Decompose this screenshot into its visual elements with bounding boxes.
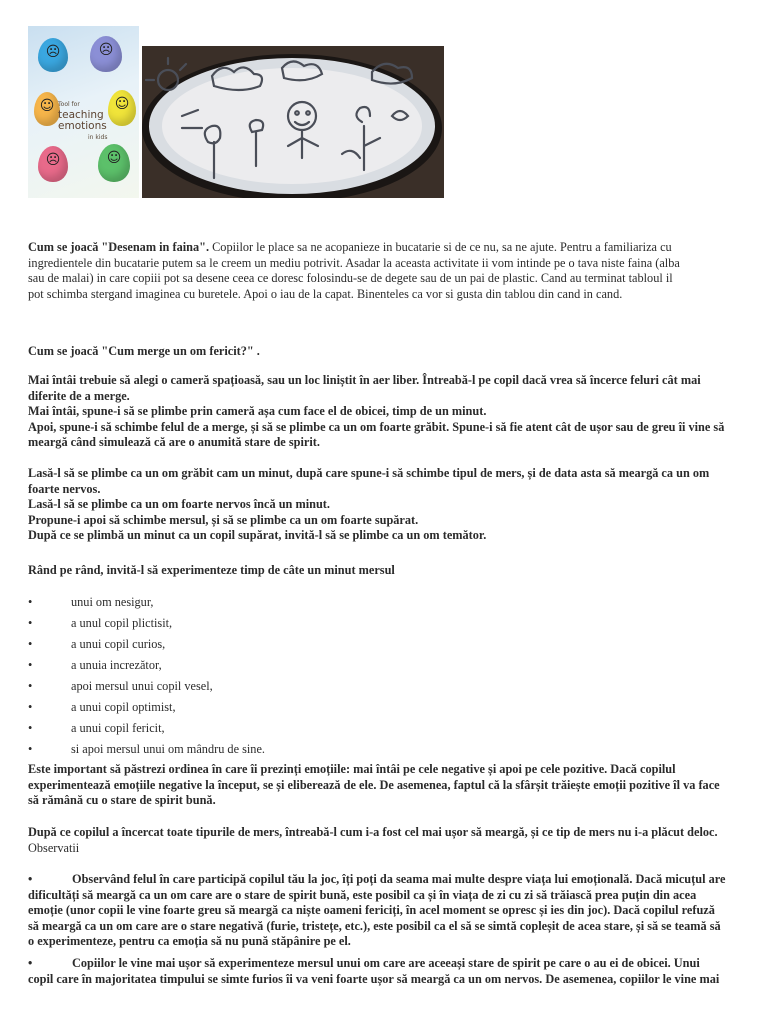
purple-egg: ☹: [90, 36, 122, 72]
obs1-line2: dificultăți să meargă ca un om care are o stare de spirit bună, este posibil ca și în viața de zi cu zi să trăiască prea puțin din acea: [28, 887, 697, 902]
section2-p4-line2: experimentează emoțiile negative la început, se și eliberează de ele. De asemenea, faptul că la sfârșit trăiește emoții pozitive îl va face: [28, 777, 720, 792]
green-egg: ☺: [98, 144, 130, 182]
section1-paragraph: [28, 240, 742, 302]
bullet-dot: •: [28, 956, 33, 970]
poster-caption: [58, 99, 118, 143]
section2-lead: Cum se joacă "Cum merge un om fericit?" .: [28, 344, 260, 358]
section2-p1-line3: Mai întâi, spune-i să se plimbe prin cameră așa cum face el de obicei, timp de un minut.: [28, 404, 487, 419]
section2-paragraph-5: [28, 825, 742, 856]
section2-paragraph-1: [28, 373, 742, 451]
caption-line-1: Tool for: [58, 101, 80, 108]
section1-line4: pot schimba stergand imaginea cu buretele. Apoi o iau de la capat. Binenteles ca vor si gusta din tablou din cand in cand.: [28, 286, 623, 301]
section2-paragraph-3: Rând pe rând, invită-l să experimenteze timp de câte un minut mersul: [28, 563, 395, 577]
list-item-text: unui om nesigur,: [71, 595, 154, 609]
obs1-line1: Observând felul în care participă copilul tău la joc, îți poți da seama mai multe despre viața lui emoțională. Dacă micuțul are: [72, 872, 726, 886]
flour-drawing-tray-image: [142, 46, 444, 198]
obs1-line4: să meargă ca un om care are o stare negativă (furie, tristețe, etc.), este posibil ca el să se simtă copleșit de acea stare, și să se teamă să: [28, 918, 721, 933]
bullet-dot: •: [28, 721, 33, 735]
section2-p1-line5: meargă când simulează că are o anumită stare de spirit.: [28, 435, 320, 450]
section2-p1-line1: Mai întâi trebuie să alegi o cameră spațioasă, sau un loc liniștit în aer liber. Întreabă-l pe copil dacă vrea să încerce feluri cât mai: [28, 373, 701, 387]
section2-p4-line3: să rămână cu o stare de spirit bună.: [28, 793, 216, 808]
section2-paragraph-2: [28, 466, 742, 544]
bullet-dot: •: [28, 595, 33, 609]
orange-egg: ☺: [34, 92, 60, 126]
section2-p1-line4: Apoi, spune-i să schimbe felul de a merge, și să se plimbe ca un om foarte grăbit. Spune-i să fie atent cât de ușor sau de greu îi vine să: [28, 419, 725, 434]
section1-line2: ingredientele din bucatarie putem sa le creem un mediu potrivit. Asadar la aceasta activitate ii vom intinde pe o tava niste faina (alba: [28, 255, 680, 270]
section2-p4-line1: Este important să păstrezi ordinea în care îi prezinți emoțiile: mai întâi pe cele negative și apoi pe cele pozitive. Dacă copilul: [28, 762, 676, 776]
obs2-line1: Copiilor le vine mai ușor să experimenteze mersul unui om care are aceeași stare de spirit pe care o au ei de obicei. Unui: [72, 956, 700, 970]
bullet-dot: •: [28, 658, 33, 672]
yellow-egg: ☺: [108, 90, 136, 126]
section2-p2-line3: Lasă-l să se plimbe ca un om foarte nervos încă un minut.: [28, 497, 330, 512]
blue-egg: ☹: [38, 38, 68, 72]
section1-lead: Cum se joacă "Desenam in faina".: [28, 240, 210, 254]
list-item-text: si apoi mersul unui om mândru de sine.: [71, 742, 265, 756]
section1-line1: Copiilor le place sa ne acopanieze in bucatarie si de ce nu, sa ne ajute. Pentru a familiariza cu: [212, 240, 672, 254]
bullet-dot: •: [28, 700, 33, 714]
flour-tray-drawing: [142, 46, 444, 198]
bullet-dot: •: [28, 679, 33, 693]
section2-p1-line2: diferite de a merge.: [28, 388, 130, 403]
bullet-dot: •: [28, 637, 33, 651]
list-item-text: a unul copil plictisit,: [71, 616, 173, 630]
list-item-text: a unuia increzător,: [71, 658, 162, 672]
section2-p2-line1: Lasă-l să se plimbe ca un om grăbit cam un minut, după care spune-i să schimbe tipul de mers, și de data asta să meargă ca un om: [28, 466, 710, 480]
pink-egg: ☹: [38, 146, 68, 182]
list-item-text: apoi mersul unui copil vesel,: [71, 679, 213, 693]
observation-2: [28, 956, 742, 987]
section2-p2-line5: După ce se plimbă un minut ca un copil supărat, invită-l să se plimbe ca un om temător.: [28, 528, 487, 543]
caption-line-2: teaching: [58, 109, 104, 121]
observation-1: [28, 872, 742, 950]
obs1-line3: emoție (unor copii le vine foarte greu să meargă ca niște oameni fericiți, în acel moment se opresc și ies din joc). Dacă copilul refuză: [28, 903, 715, 918]
bullet-dot: •: [28, 742, 33, 756]
list-item-text: a unui copil optimist,: [71, 700, 176, 714]
list-item-text: a unui copil fericit,: [71, 721, 165, 735]
bullet-dot: •: [28, 616, 33, 630]
section2-p2-line2: foarte nervos.: [28, 481, 101, 496]
section2-paragraph-4: [28, 762, 742, 809]
emotions-eggs-image: [28, 26, 139, 198]
obs1-line5: o experimenteze, pentru ca emoția să nu pună stăpânire pe el.: [28, 934, 351, 949]
obs2-line2: copil care în majoritatea timpului se simte furios îi va veni foarte ușor să meargă ca un om nervos. De asemenea, copiilor le vine mai: [28, 971, 720, 986]
section2-p5-line1: După ce copilul a încercat toate tipurile de mers, întreabă-l cum i-a fost cel mai ușor să meargă, și ce tip de mers nu i-a plăcut deloc.: [28, 825, 718, 839]
bullet-dot: •: [28, 872, 33, 886]
section1-line3: sau de malai) in care copiii pot sa desene ceea ce doresc folosindu-se de degete sau de un pai de plastic. Cand au terminat tabloul il: [28, 271, 673, 286]
caption-line-3: emotions: [58, 120, 107, 132]
list-item-text: a unui copil curios,: [71, 637, 166, 651]
section2-p2-line4: Propune-i apoi să schimbe mersul, și să se plimbe ca un om foarte supărat.: [28, 512, 419, 527]
caption-line-4: in kids: [88, 134, 108, 141]
observations-heading: Observatii: [28, 840, 80, 855]
